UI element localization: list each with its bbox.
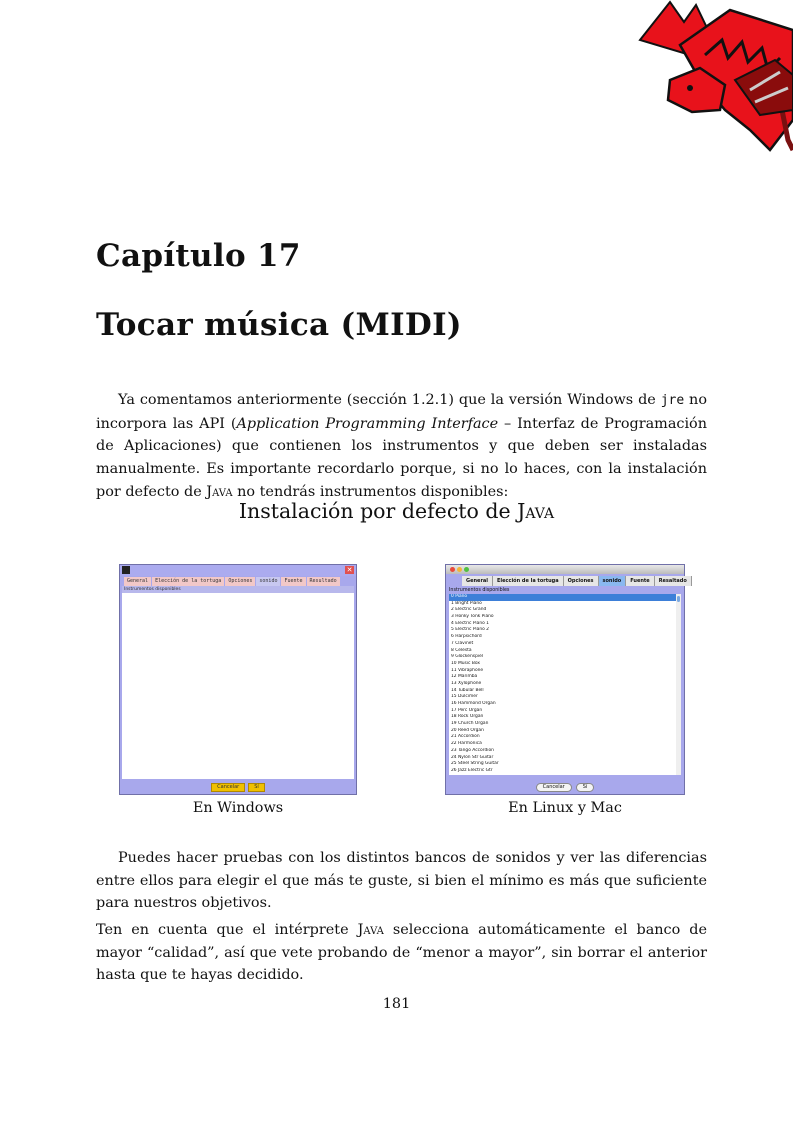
instruments-list [449,594,676,775]
tab-options: Opciones [564,576,599,586]
window-titlebar [120,565,356,576]
instrument-item: 6 Harpsichord [451,634,482,640]
scrollbar [676,594,681,775]
instrument-item: 3 Honky Tonk Piano [451,614,494,620]
instrument-item: 19 Church Organ [451,721,489,727]
caption-mac: En Linux y Mac [508,800,622,816]
instrument-item: 2 Electric Grand [451,607,487,613]
ok-button: Sí [248,783,265,792]
tab-sound: sonido [256,577,280,586]
instrument-item: 16 Hammond Organ [451,701,496,706]
tab-turtle: Elección de la tortuga [152,577,224,586]
java-app-icon [122,566,130,574]
zoom-dot-icon [464,567,469,572]
instrument-item: 25 Steel String Guitar [451,761,499,767]
instrument-item: 1 Bright Piano [451,600,482,606]
mac-screenshot [445,564,685,795]
java-term: Java [206,483,233,500]
instrument-item: 18 Rock Organ [451,714,484,720]
tab-font: Fuente [626,576,654,586]
cancel-button: Cancelar [211,783,245,792]
java-term: Java [357,922,384,938]
quality-paragraph: Ten en cuenta que el intérprete Java selecciona automáticamente el banco de mayor “calidad”, así que vete probando de “menor a mayor”, sin borrar el anterior hasta que te hayas decidido. [96,922,708,984]
instrument-item: 21 Accordion [451,734,480,740]
instruments-header: Instrumentos disponibles [122,586,354,593]
intro-paragraph: Ya comentamos anteriormente (sección 1.2.1) que la versión Windows de jre no incorpora las API (Application Programming Interface – Interfaz de Programación de Aplicaciones) que contienen los instrumentos y que deben ser instaladas manualmente. Es importante recordarlo porque, si no lo haces, con la instalación por defecto de Java no tendrás instrumentos disponibles: [96,392,707,500]
instrument-item: 23 Tango Accordion [451,747,494,753]
api-term: Application Programming Interface [236,415,499,432]
instrument-item: 17 Perc Organ [451,707,483,713]
dragon-logo-icon [630,0,793,152]
instrument-item: 9 Glockenspiel [451,654,483,660]
figure-title: Instalación por defecto de Java [238,499,555,523]
tab-font: Fuente [281,577,305,586]
instrument-item: 11 Vibraphone [451,667,484,673]
button-row [446,783,684,792]
chapter-label: Capítulo 17 [96,238,301,274]
instrument-item: 14 Tubular Bell [451,687,484,693]
tab-sound: sonido [599,576,627,586]
window-titlebar [446,565,684,574]
tab-general: General [462,576,493,586]
instruments-header: Instrumentos disponibles [449,588,510,593]
tab-bar [462,576,687,586]
button-row [120,783,356,792]
close-dot-icon [450,567,455,572]
tab-highlight: Resaltado [655,576,692,586]
instruments-list-empty [122,593,354,779]
scrollbar-thumb [677,596,680,602]
banks-paragraph: Puedes hacer pruebas con los distintos bancos de sonidos y ver las diferencias entre ellos para elegir el que más te guste, si bien el mínimo es más que suficiente para nuestros objetivos. [96,850,707,912]
instrument-item: 15 Dulcimer [451,694,478,700]
windows-screenshot [119,564,357,795]
tab-result: Resultado [307,577,340,586]
instrument-item: 4 Electric Piano 1 [451,620,489,626]
close-icon: ✕ [346,566,353,574]
caption-windows: En Windows [192,800,284,816]
tab-general: General [124,577,151,586]
page-number: 181 [382,996,411,1012]
jre-code: jre [660,393,685,408]
tab-turtle: Elección de la tortuga [493,576,564,586]
instrument-item: 22 Harmonica [451,741,482,747]
instrument-item: 8 Celesta [451,647,472,653]
cancel-button: Cancelar [536,783,572,792]
instrument-item: 13 Xylophone [451,680,482,686]
ok-button: Sí [576,783,595,792]
tab-bar [124,577,352,586]
minimize-dot-icon [457,567,462,572]
instrument-item: 26 Jazz Electric Gtr [451,767,493,773]
instrument-item: 0 Piano [449,594,676,601]
instrument-item: 5 Electric Piano 2 [451,627,489,633]
instrument-item: 12 Marimba [451,674,478,680]
instrument-item: 24 Nylon Str Guitar [451,754,494,760]
instrument-item: 20 Reed Organ [451,727,484,733]
instrument-item: 7 Clavinet [451,640,474,646]
chapter-title: Tocar música (MIDI) [96,307,462,343]
instrument-item: 10 Music Box [451,660,481,666]
tab-options: Opciones [225,577,255,586]
